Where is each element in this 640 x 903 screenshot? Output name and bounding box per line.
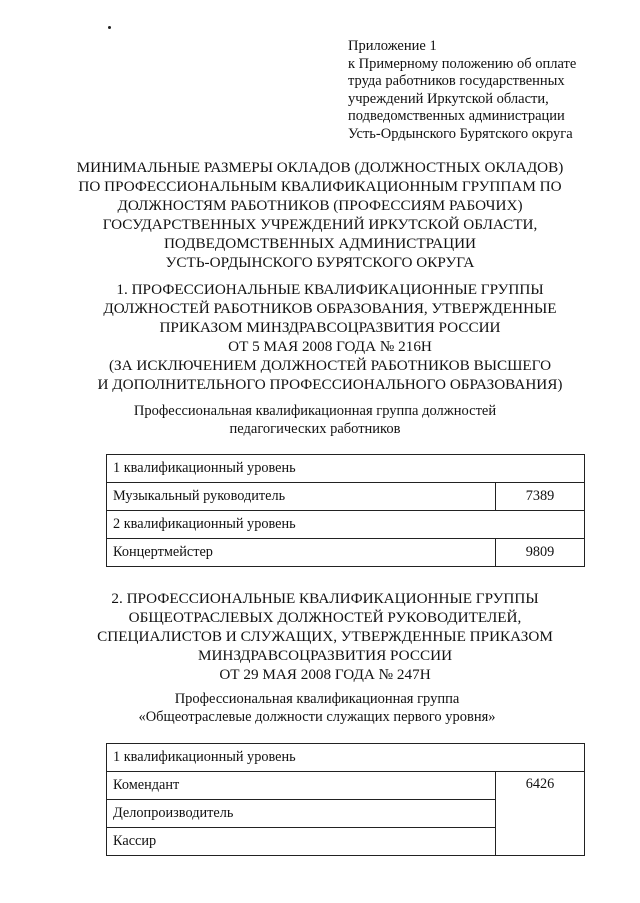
position-name: Комендант bbox=[107, 772, 496, 800]
section-title-line: (ЗА ИСКЛЮЧЕНИЕМ ДОЛЖНОСТЕЙ РАБОТНИКОВ ВЫСШЕГО bbox=[108, 357, 552, 374]
section-title-line: ОТ 29 МАЯ 2008 ГОДА № 247Н bbox=[219, 666, 431, 683]
position-name: Концертмейстер bbox=[107, 539, 496, 567]
section-title-line: 2. ПРОФЕССИОНАЛЬНЫЕ КВАЛИФИКАЦИОННЫЕ ГРУППЫ bbox=[111, 590, 539, 607]
section1-table bbox=[106, 454, 585, 567]
annex-line: Приложение 1 bbox=[348, 38, 437, 54]
salary-value: 6426 bbox=[496, 772, 585, 856]
table-row bbox=[107, 539, 585, 567]
annex-line: к Примерному положению об оплате bbox=[348, 55, 577, 72]
table-row bbox=[107, 772, 585, 800]
annex-line: подведомственных администрации bbox=[348, 108, 565, 124]
position-name: Музыкальный руководитель bbox=[107, 483, 496, 511]
annex-block bbox=[348, 38, 576, 143]
main-title-line: УСТЬ-ОРДЫНСКОГО БУРЯТСКОГО ОКРУГА bbox=[165, 254, 475, 271]
group-title-line: Профессиональная квалификационная группа bbox=[174, 691, 460, 707]
section-title-line: ОТ 5 МАЯ 2008 ГОДА № 216Н bbox=[228, 338, 432, 355]
annex-line: учреждений Иркутской области, bbox=[348, 90, 549, 107]
table-row bbox=[107, 511, 585, 539]
main-title-line: ДОЛЖНОСТЯМ РАБОТНИКОВ (ПРОФЕССИЯМ РАБОЧИХ) bbox=[117, 197, 523, 214]
section2-group-title bbox=[0, 690, 637, 726]
group-title-line: «Общеотраслевые должности служащих первого уровня» bbox=[138, 709, 496, 725]
section-title-line: СПЕЦИАЛИСТОВ И СЛУЖАЩИХ, УТВЕРЖДЕННЫЕ ПРИКАЗОМ bbox=[97, 628, 553, 645]
annex-line: Усть-Ордынского Бурятского округа bbox=[348, 125, 573, 142]
main-title-line: ГОСУДАРСТВЕННЫХ УЧРЕЖДЕНИЙ ИРКУТСКОЙ ОБЛАСТИ, bbox=[102, 216, 538, 233]
position-name: Делопроизводитель bbox=[107, 800, 496, 828]
section-title-line: ДОЛЖНОСТЕЙ РАБОТНИКОВ ОБРАЗОВАНИЯ, УТВЕРЖДЕННЫЕ bbox=[103, 300, 557, 317]
section2-title bbox=[5, 589, 640, 684]
qualification-level: 2 квалификационный уровень bbox=[107, 511, 585, 539]
section-title-line: И ДОПОЛНИТЕЛЬНОГО ПРОФЕССИОНАЛЬНОГО ОБРАЗОВАНИЯ) bbox=[97, 376, 563, 393]
table-row bbox=[107, 744, 585, 772]
section2-table bbox=[106, 743, 585, 856]
main-title-line: ПОДВЕДОМСТВЕННЫХ АДМИНИСТРАЦИИ bbox=[163, 235, 477, 252]
section-title-line: ОБЩЕОТРАСЛЕВЫХ ДОЛЖНОСТЕЙ РУКОВОДИТЕЛЕЙ, bbox=[128, 609, 522, 626]
scan-speck bbox=[108, 26, 111, 29]
table-row bbox=[107, 483, 585, 511]
position-name: Кассир bbox=[107, 828, 496, 856]
section-title-line: 1. ПРОФЕССИОНАЛЬНЫЕ КВАЛИФИКАЦИОННЫЕ ГРУППЫ bbox=[116, 281, 544, 298]
salary-value: 7389 bbox=[496, 483, 585, 511]
main-title-line: МИНИМАЛЬНЫЕ РАЗМЕРЫ ОКЛАДОВ (ДОЛЖНОСТНЫХ ОКЛАДОВ) bbox=[76, 159, 564, 176]
group-title-line: Профессиональная квалификационная группа должностей bbox=[133, 403, 497, 419]
main-title-line: ПО ПРОФЕССИОНАЛЬНЫМ КВАЛИФИКАЦИОННЫМ ГРУППАМ ПО bbox=[78, 178, 562, 195]
salary-value: 9809 bbox=[496, 539, 585, 567]
group-title-line: педагогических работников bbox=[229, 421, 401, 437]
table-row bbox=[107, 455, 585, 483]
section1-title bbox=[10, 280, 640, 394]
section1-group-title bbox=[0, 402, 635, 438]
section-title-line: МИНЗДРАВСОЦРАЗВИТИЯ РОССИИ bbox=[197, 647, 453, 664]
qualification-level: 1 квалификационный уровень bbox=[107, 744, 585, 772]
section-title-line: ПРИКАЗОМ МИНЗДРАВСОЦРАЗВИТИЯ РОССИИ bbox=[159, 319, 501, 336]
annex-line: труда работников государственных bbox=[348, 73, 565, 89]
qualification-level: 1 квалификационный уровень bbox=[107, 455, 585, 483]
main-title bbox=[0, 158, 640, 272]
